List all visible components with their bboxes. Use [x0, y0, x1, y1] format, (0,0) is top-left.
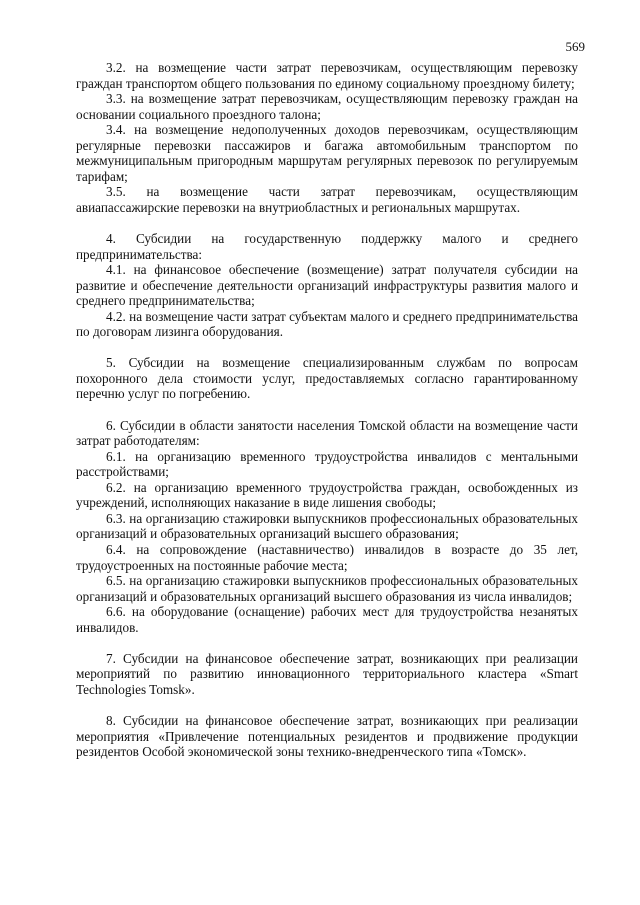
paragraph: 6.4. на сопровождение (наставничество) инвалидов в возрасте до 35 лет, трудоустроенных на постоянные рабочие места; — [76, 541, 578, 573]
paragraph: 3.5. на возмещение части затрат перевозчикам, осуществляющим авиапассажирские перевозки на внутриобластных и региональных маршрутах. — [76, 184, 578, 215]
paragraph-spacer — [76, 635, 578, 651]
paragraph: 5. Субсидии на возмещение специализированным службам по вопросам похоронного дела стоимости услуг, предоставляемых согласно гарантированному перечню услуг по погребению. — [76, 355, 578, 402]
paragraph: 3.2. на возмещение части затрат перевозчикам, осуществляющим перевозку граждан транспортом общего пользования по единому социальному проездному билету; — [76, 60, 578, 91]
paragraph: 6.1. на организацию временного трудоустройства инвалидов с ментальными расстройствами; — [76, 448, 578, 480]
paragraph: 6.2. на организацию временного трудоустройства граждан, освобожденных из учреждений, исполняющих наказание в виде лишения свободы; — [76, 479, 578, 511]
paragraph: 3.3. на возмещение затрат перевозчикам, осуществляющим перевозку граждан на основании социального проездного талона; — [76, 91, 578, 122]
paragraph-spacer — [76, 215, 578, 231]
document-body — [76, 60, 578, 760]
paragraph: 6.6. на оборудование (оснащение) рабочих мест для трудоустройства незанятых инвалидов. — [76, 604, 578, 635]
paragraph: 3.4. на возмещение недополученных доходов перевозчикам, осуществляющим регулярные перевозки пассажиров и багажа автомобильным транспортом по межмуниципальным пригородным маршрутам регулярных перевозок по регулируемым тарифам; — [76, 122, 578, 184]
paragraph: 6. Субсидии в области занятости населения Томской области на возмещение части затрат работодателям: — [76, 417, 578, 449]
paragraph: 4. Субсидии на государственную поддержку малого и среднего предпринимательства: — [76, 231, 578, 262]
paragraph: 4.2. на возмещение части затрат субъектам малого и среднего предпринимательства по договорам лизинга оборудования. — [76, 308, 578, 340]
paragraph-spacer — [76, 697, 578, 713]
paragraph: 6.5. на организацию стажировки выпускников профессиональных образовательных организаций и образовательных организаций высшего образования из числа инвалидов; — [76, 573, 578, 604]
paragraph-spacer — [76, 340, 578, 356]
page-number: 569 — [565, 39, 585, 54]
paragraph: 4.1. на финансовое обеспечение (возмещение) затрат получателя субсидии на развитие и обеспечение деятельности организаций инфраструктуры развития малого и среднего предпринимательства; — [76, 262, 578, 309]
paragraph-spacer — [76, 402, 578, 418]
paragraph: 8. Субсидии на финансовое обеспечение затрат, возникающих при реализации мероприятия «Привлечение потенциальных резидентов и продвижение продукции резидентов Особой экономической зоны технико-внедренческого типа «Томск». — [76, 712, 578, 760]
paragraph: 7. Субсидии на финансовое обеспечение затрат, возникающих при реализации мероприятий по развитию инновационного территориального кластера «Smart Technologies Tomsk». — [76, 650, 578, 697]
paragraph: 6.3. на организацию стажировки выпускников профессиональных образовательных организаций и образовательных организаций высшего образования; — [76, 510, 578, 542]
